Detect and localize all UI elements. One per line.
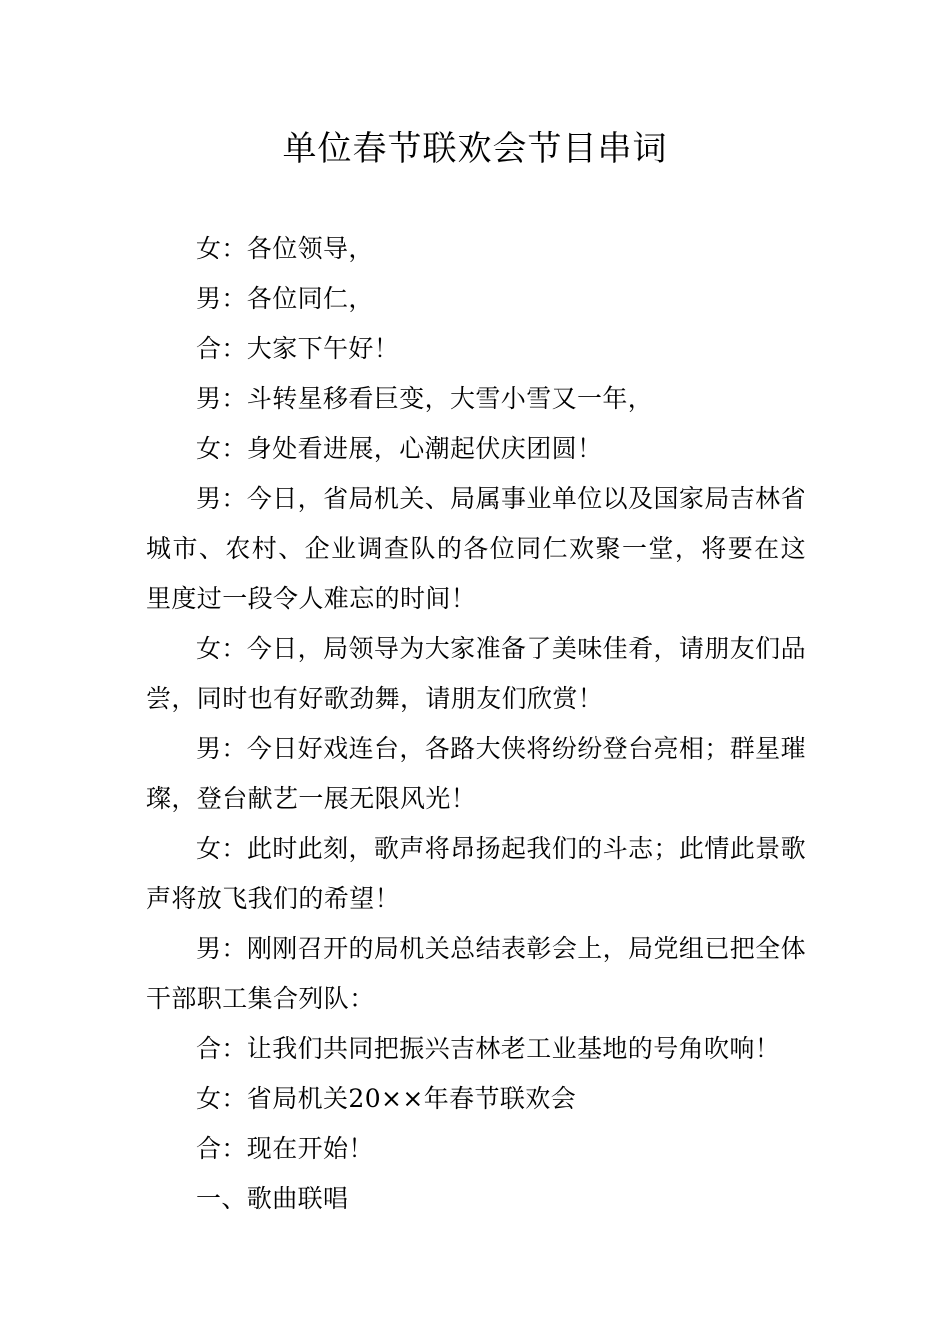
document-body [146,224,806,1224]
paragraph-5: 女：身处看进展，心潮起伏庆团圆！ [196,434,603,463]
paragraph-7: 女：今日，局领导为大家准备了美味佳肴，请朋友们品尝，同时也有好歌劲舞，请朋友们欣赏！ [146,634,806,713]
paragraph-8: 男：今日好戏连台，各路大侠将纷纷登台亮相；群星璀璨，登台献艺一展无限风光！ [146,734,806,813]
document-title: 单位春节联欢会节目串词 [282,129,668,169]
paragraph-10: 男：刚刚召开的局机关总结表彰会上，局党组已把全体干部职工集合列队： [146,934,806,1013]
paragraph-1: 女：各位领导， [196,234,374,263]
paragraph-4: 男：斗转星移看巨变，大雪小雪又一年， [196,384,654,413]
paragraph-2: 男：各位同仁， [196,284,374,313]
paragraph-11: 合：让我们共同把振兴吉林老工业基地的号角吹响！ [196,1034,781,1063]
paragraph-6: 男：今日，省局机关、局属事业单位以及国家局吉林省城市、农村、企业调查队的各位同仁欢聚一堂，将要在这里度过一段令人难忘的时间！ [146,484,806,613]
paragraph-13: 合：现在开始！ [196,1134,374,1163]
section-heading: 一、歌曲联唱 [196,1184,349,1213]
paragraph-12: 女：省局机关20××年春节联欢会 [196,1084,577,1113]
paragraph-9: 女：此时此刻，歌声将昂扬起我们的斗志；此情此景歌声将放飞我们的希望！ [146,834,806,913]
paragraph-3: 合：大家下午好！ [196,334,400,363]
